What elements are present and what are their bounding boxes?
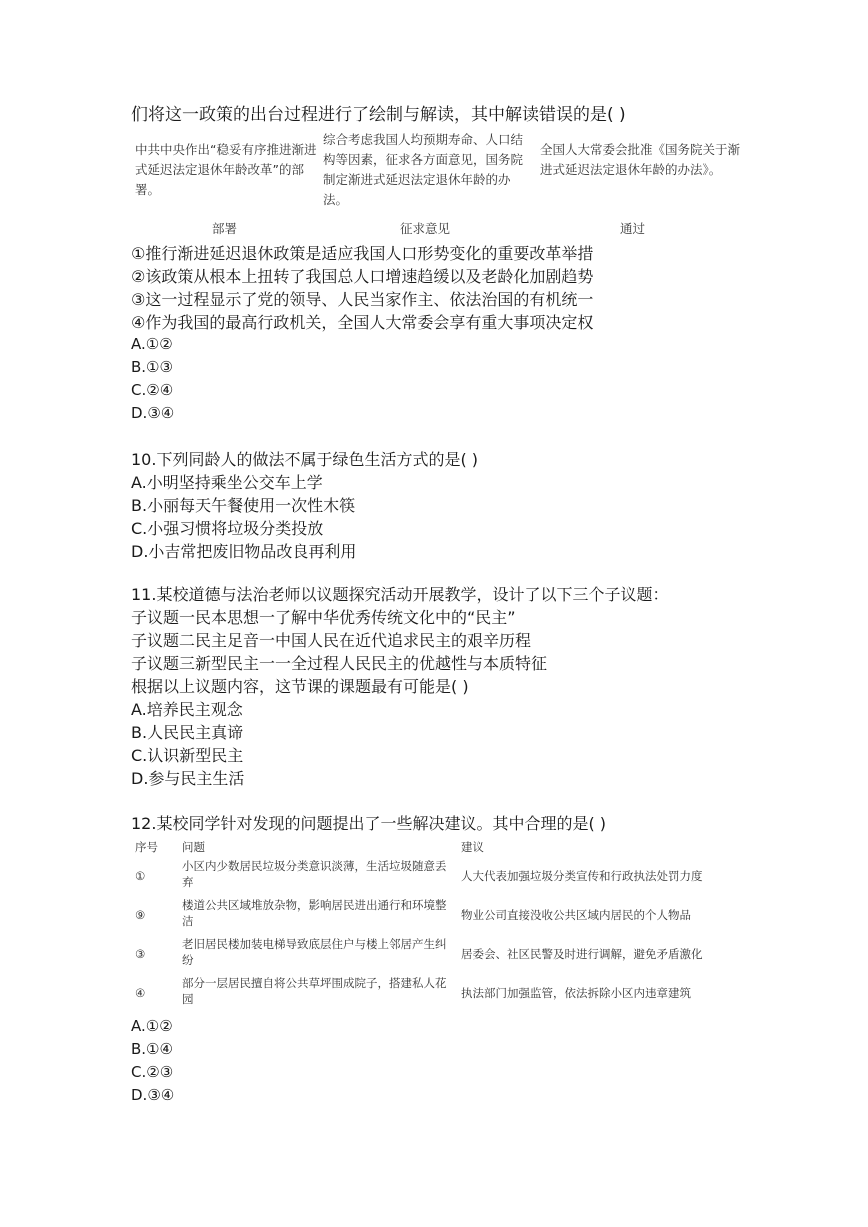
table-row-4-index: ④ (135, 986, 146, 1000)
q9-statement-1: ①推行渐进延迟退休政策是适应我国人口形势变化的重要改革举措 (131, 244, 594, 263)
table-header-suggestion: 建议 (461, 840, 484, 854)
q11-stem: 11.某校道德与法治老师以议题探究活动开展教学，设计了以下三个子议题： (131, 585, 669, 604)
q11-question: 根据以上议题内容，这节课的课题最有可能是( ) (131, 677, 469, 696)
table-row-3-suggestion: 居委会、社区民警及时进行调解，避免矛盾激化 (461, 947, 703, 961)
table-header-problem: 问题 (182, 840, 205, 854)
q11-sub-1: 子议题一民本思想一了解中华优秀传统文化中的“民主” (131, 608, 516, 627)
q12-option-c: C.②③ (131, 1063, 174, 1081)
table-row-2-index: ⑨ (135, 908, 146, 922)
flow-box-2: 综合考虑我国人均预期寿命、人口结构等因素，征求各方面意见，国务院制定渐进式延迟法定退休年龄的办法。 (323, 132, 524, 207)
table-row-1-index: ① (135, 869, 146, 883)
table-header-index: 序号 (135, 840, 158, 854)
flow-box-1: 中共中央作出“稳妥有序推进渐进式延迟法定退休年龄改革”的部署。 (135, 142, 317, 197)
q9-statement-3: ③这一过程显示了党的领导、人民当家作主、依法治国的有机统一 (131, 290, 594, 309)
q9-option-b: B.①③ (131, 358, 173, 376)
flow-label-pass: 通过 (620, 221, 646, 236)
q12-stem: 12.某校同学针对发现的问题提出了一些解决建议。其中合理的是( ) (131, 814, 607, 833)
table-row-3-index: ③ (135, 947, 146, 961)
q10-option-a: A.小明坚持乘坐公交车上学 (131, 473, 323, 492)
q9-intro: 们将这一政策的出台过程进行了绘制与解读，其中解读错误的是( ) (131, 105, 626, 125)
flow-label-deploy: 部署 (212, 221, 238, 236)
q11-option-c: C.认识新型民主 (131, 746, 244, 765)
flow-box-3: 全国人大常委会批准《国务院关于渐进式延迟法定退休年龄的办法》。 (540, 142, 741, 177)
q11-option-a: A.培养民主观念 (131, 700, 243, 719)
table-row-1-suggestion: 人大代表加强垃圾分类宣传和行政执法处罚力度 (461, 869, 703, 883)
table-row-4-problem: 部分一层居民擅自将公共草坪围成院子，搭建私人花园 (182, 976, 447, 1006)
q9-option-a: A.①② (131, 335, 173, 353)
q10-option-b: B.小丽每天午餐使用一次性木筷 (131, 496, 356, 515)
table-row-3-problem: 老旧居民楼加装电梯导致底层住户与楼上邻居产生纠纷 (182, 937, 447, 967)
q12-option-d: D.③④ (131, 1086, 175, 1104)
q9-option-c: C.②④ (131, 381, 174, 399)
q12-option-b: B.①④ (131, 1040, 173, 1058)
q10-option-c: C.小强习惯将垃圾分类投放 (131, 519, 324, 538)
flow-label-consult: 征求意见 (400, 221, 451, 236)
q10-option-d: D.小吉常把废旧物品改良再利用 (131, 542, 357, 561)
q12-option-a: A.①② (131, 1017, 173, 1035)
table-row-2-problem: 楼道公共区域堆放杂物，影响居民进出通行和环境整洁 (182, 898, 447, 928)
table-row-4-suggestion: 执法部门加强监管，依法拆除小区内违章建筑 (461, 986, 691, 1000)
q11-sub-3: 子议题三新型民主一一全过程人民民主的优越性与本质特征 (131, 654, 548, 673)
q11-option-d: D.参与民主生活 (131, 769, 245, 788)
q11-sub-2: 子议题二民主足音一中国人民在近代追求民主的艰辛历程 (131, 631, 532, 650)
q9-statement-4: ④作为我国的最高行政机关，全国人大常委会享有重大事项决定权 (131, 313, 594, 332)
q11-option-b: B.人民民主真谛 (131, 723, 244, 742)
table-row-2-suggestion: 物业公司直接没收公共区域内居民的个人物品 (461, 908, 691, 922)
q10-stem: 10.下列同龄人的做法不属于绿色生活方式的是( ) (131, 450, 479, 469)
q9-option-d: D.③④ (131, 404, 175, 422)
q9-statement-2: ②该政策从根本上扭转了我国总人口增速趋缓以及老龄化加剧趋势 (131, 267, 594, 286)
table-row-1-problem: 小区内少数居民垃圾分类意识淡薄，生活垃圾随意丢弃 (182, 859, 447, 889)
